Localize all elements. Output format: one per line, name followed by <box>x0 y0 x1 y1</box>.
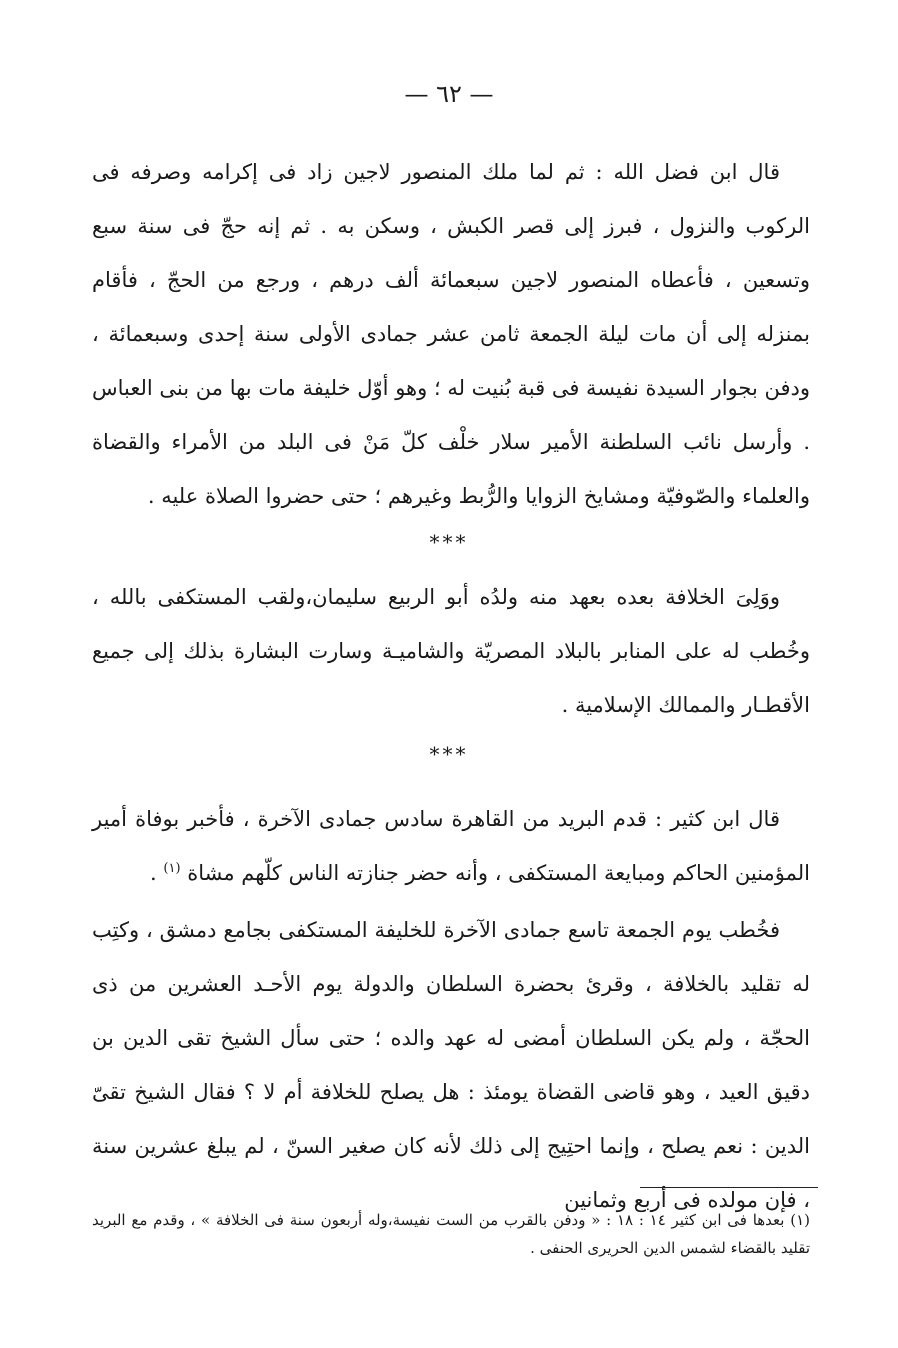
footnote: (١) بعدها فى ابن كثير ١٤ : ١٨ : « ودفن بالقرب من الست نفيسة،وله أربعون سنة فى الخلافة » ، وقدم مع البريد تقليد بالقضاء لشمس الدين الحريرى الحنفى . <box>92 1211 810 1257</box>
paragraph-succession: ووَلِىَ الخلافة بعده بعهد منه ولدُه أبو الربيع سليمان،ولقب المستكفى بالله ، وخُطب له على المنابر بالبلاد المصريّة والشاميـة وسارت البشارة بذلك إلى جميع الأقطـار والممالك الإسلامية . <box>92 585 810 717</box>
footnote-reference: (١) <box>163 861 181 876</box>
paragraph-ibn-kathir <box>92 792 810 900</box>
footnote-divider <box>640 1187 818 1188</box>
paragraph-khutba: فخُطب يوم الجمعة تاسع جمادى الآخرة للخليفة المستكفى بجامع دمشق ، وكتِب له تقليد بالخلافة ، وقرئ بحضرة السلطان والدولة يوم الأحـد العشرين من ذى الحجّة ، ولم يكن السلطان أمضى له عهد والده ؛ حتى سأل الشيخ تقى الدين بن دقيق العيد ، وهو قاضى القضاة يومئذ : هل يصلح للخلافة أم لا ؟ فقال الشيخ تقىّ الدين : نعم يصلح ، وإنما احتِيج إلى ذلك لأنه كان صغير السنّ ، لم يبلغ عشرين سنة ، فإن مولده فى أربع وثمانين <box>92 918 810 1212</box>
section-separator: *** <box>429 742 469 766</box>
paragraph-ibn-kathir-end: . <box>150 861 164 885</box>
page-number: — ٦٢ — <box>404 80 494 108</box>
paragraph-ibn-fadl-allah: قال ابن فضل الله : ثم لما ملك المنصور لاجين زاد فى إكرامه وصرفه فى الركوب والنزول ، فبرز إلى قصر الكبش ، وسكن به . ثم إنه حجّ فى سنة سبع وتسعين ، فأعطاه المنصور لاجين سبعمائة ألف درهم ، ورجع من الحجّ ، فأقام بمنزله إلى أن مات ليلة الجمعة ثامن عشر جمادى الأولى سنة إحدى وسبعمائة ، ودفن بجوار السيدة نفيسة فى قبة بُنيت له ؛ وهو أوّل خليفة مات بها من بنى العباس . وأرسل نائب السلطنة الأمير سلار خلْف كلّ مَنْ فى البلد من الأمراء والقضاة والعلماء والصّوفيّة ومشايخ الزوايا والرُّبط وغيرهم ؛ حتى حضروا الصلاة عليه . <box>92 160 810 508</box>
paragraph-ibn-kathir-text: قال ابن كثير : قدم البريد من القاهرة سادس جمادى الآخرة ، فأخبر بوفاة أمير المؤمنين الحاكم ومبايعة المستكفى ، وأنه حضر جنازته الناس كلّهم مشاة <box>92 807 810 885</box>
section-separator: *** <box>429 530 469 554</box>
